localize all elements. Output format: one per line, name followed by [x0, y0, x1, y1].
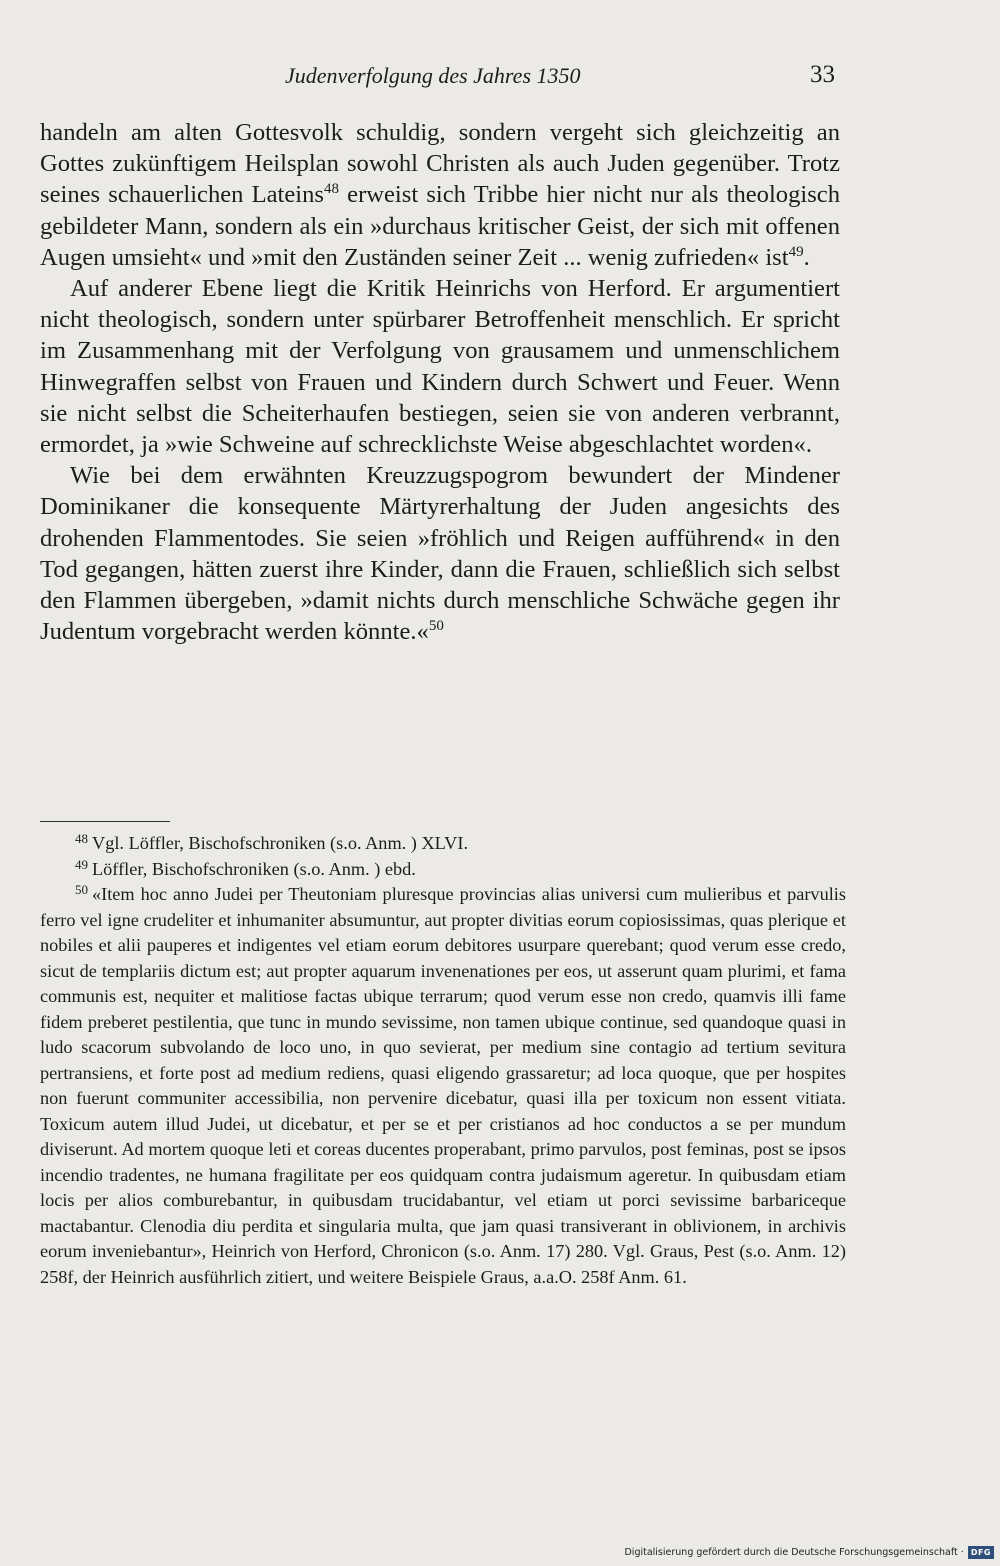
digitization-footer	[624, 1544, 994, 1560]
footnote-divider	[40, 821, 170, 822]
footnote-number: 49	[75, 856, 88, 872]
footnote-49: $^{49}$ Löffler, Bischofschroniken (s.o. Anm. ) ebd.	[75, 856, 416, 879]
footnote-50: $^{50}$ «Item hoc anno Judei per Theutoniam pluresque provincias alias universi cum mulieribus et parvulis ferro vel igne crudeliter et inhumaniter absumuntur, aut propter divitias eorum copiosissimas, quas plerique et nobiles et alii pauperes et indigentes vel etiam eorum debitores usurpare querebant; quod verum esse credo, sicut de templariis dictum est; aut propter aquarum invenenationes per eos, ut asserunt quam plurimi, et fama communis est, nequiter et malitiose factas ubique terrarum; quod verum esse non credo, quamvis illi fame fidem preberet pestilentia, que tunc in mundo sevissime, non tamen ubique continue, sed quandoque quasi in ludo scacorum subvolando de loco uno, in quo sevierat, per medium sine contagio ad tertium sevitura pertransiens, et forte post ad medium rediens, quasi eligendo grassaretur; ad loca quoque, que per hospites non fuerunt communiter accessibilia, non pervenire dicebatur, quasi illa per toxicum non essent vitiata. Toxicum autem illud Judei, ut dicebatur, et per se et per cristianos ad hoc conductos a se per mundum diviserunt. Ad mortem quoque leti et coreas ducentes properabant, primo parvulos, post feminas, post se ipsos incendio tradentes, ne humana fragilitate per eos quidquam contra judaismum ageretur. In quibusdam etiam locis per alios comburebantur, in quibusdam trucidabantur, vel etiam ut porci sevissime barbariceque mactabantur. Clenodia diu perdita et singularia multa, que jam quasi transiverant in oblivionem, in archivis eorum inveniebantur», Heinrich von Herford, Chronicon (s.o. Anm. 17) 280. Vgl. Graus, Pest (s.o. Anm. 12) 258f, der Heinrich ausführlich zitiert, und weitere Beispiele Graus, a.a.O. 258f Anm. 61.	[40, 882, 846, 1287]
paragraph-1: handeln am alten Gottesvolk schuldig, sondern vergeht sich gleichzeitig an Gottes zukünftigem Heilsplan sowohl Christen als auch Juden gegenüber. Trotz seines schauerlichen Lateins$^{48}$ erweist sich Tribbe hier nicht nur als theologisch gebildeter Mann, sondern als ein »durchaus kritischer Geist, der sich mit offenen Augen umsieht« und »mit den Zuständen seiner Zeit ... wenig zufrieden« ist$^{49}$.	[40, 119, 840, 271]
footnote-number: 48	[75, 831, 88, 846]
paragraph-2: Auf anderer Ebene liegt die Kritik Heinrichs von Herford. Er argumentiert nicht theologisch, sondern unter spürbarer Betroffenheit menschlich. Er spricht im Zusammenhang mit der Verfolgung von grausamem und unmenschlichem Hinwegraffen selbst von Frauen und Kindern durch Schwert und Feuer. Wenn sie nicht selbst die Scheiterhaufen bestiegen, seien sie von anderen verbrannt, ermordet, ja »wie Schweine auf schrecklichste Weise abgeschlachtet worden«.	[40, 275, 840, 459]
dfg-logo-icon: DFG	[968, 1546, 994, 1559]
running-title: Judenverfolgung des Jahres 1350	[285, 63, 581, 88]
footnote-number: 50	[75, 882, 88, 897]
funding-notice: Digitalisierung gefördert durch die Deutsche Forschungsgemeinschaft ·	[624, 1546, 964, 1558]
footnote-ref-49[interactable]: 49	[788, 243, 804, 260]
main-text	[40, 117, 840, 647]
footnotes	[40, 831, 846, 1290]
footnote-ref-50[interactable]: 50	[428, 618, 444, 635]
paragraph-3: Wie bei dem erwähnten Kreuzzugspogrom bewundert der Mindener Dominikaner die konsequente Märtyrerhaltung der Juden angesichts des drohenden Flammentodes. Sie seien »fröhlich und Reigen aufführend« in den Tod gegangen, hätten zuerst ihre Kinder, dann die Frauen, schließlich sich selbst den Flammen übergeben, »damit nichts durch menschliche Schwäche gegen ihr Judentum vorgebracht werden könnte.«$^{50}$	[40, 462, 840, 646]
page-header	[0, 63, 1000, 97]
footnote-48: $^{48}$ Vgl. Löffler, Bischofschroniken (s.o. Anm. ) XLVI.	[75, 831, 469, 853]
page-number: 33	[810, 61, 835, 88]
footnote-ref-48[interactable]: 48	[324, 181, 339, 198]
